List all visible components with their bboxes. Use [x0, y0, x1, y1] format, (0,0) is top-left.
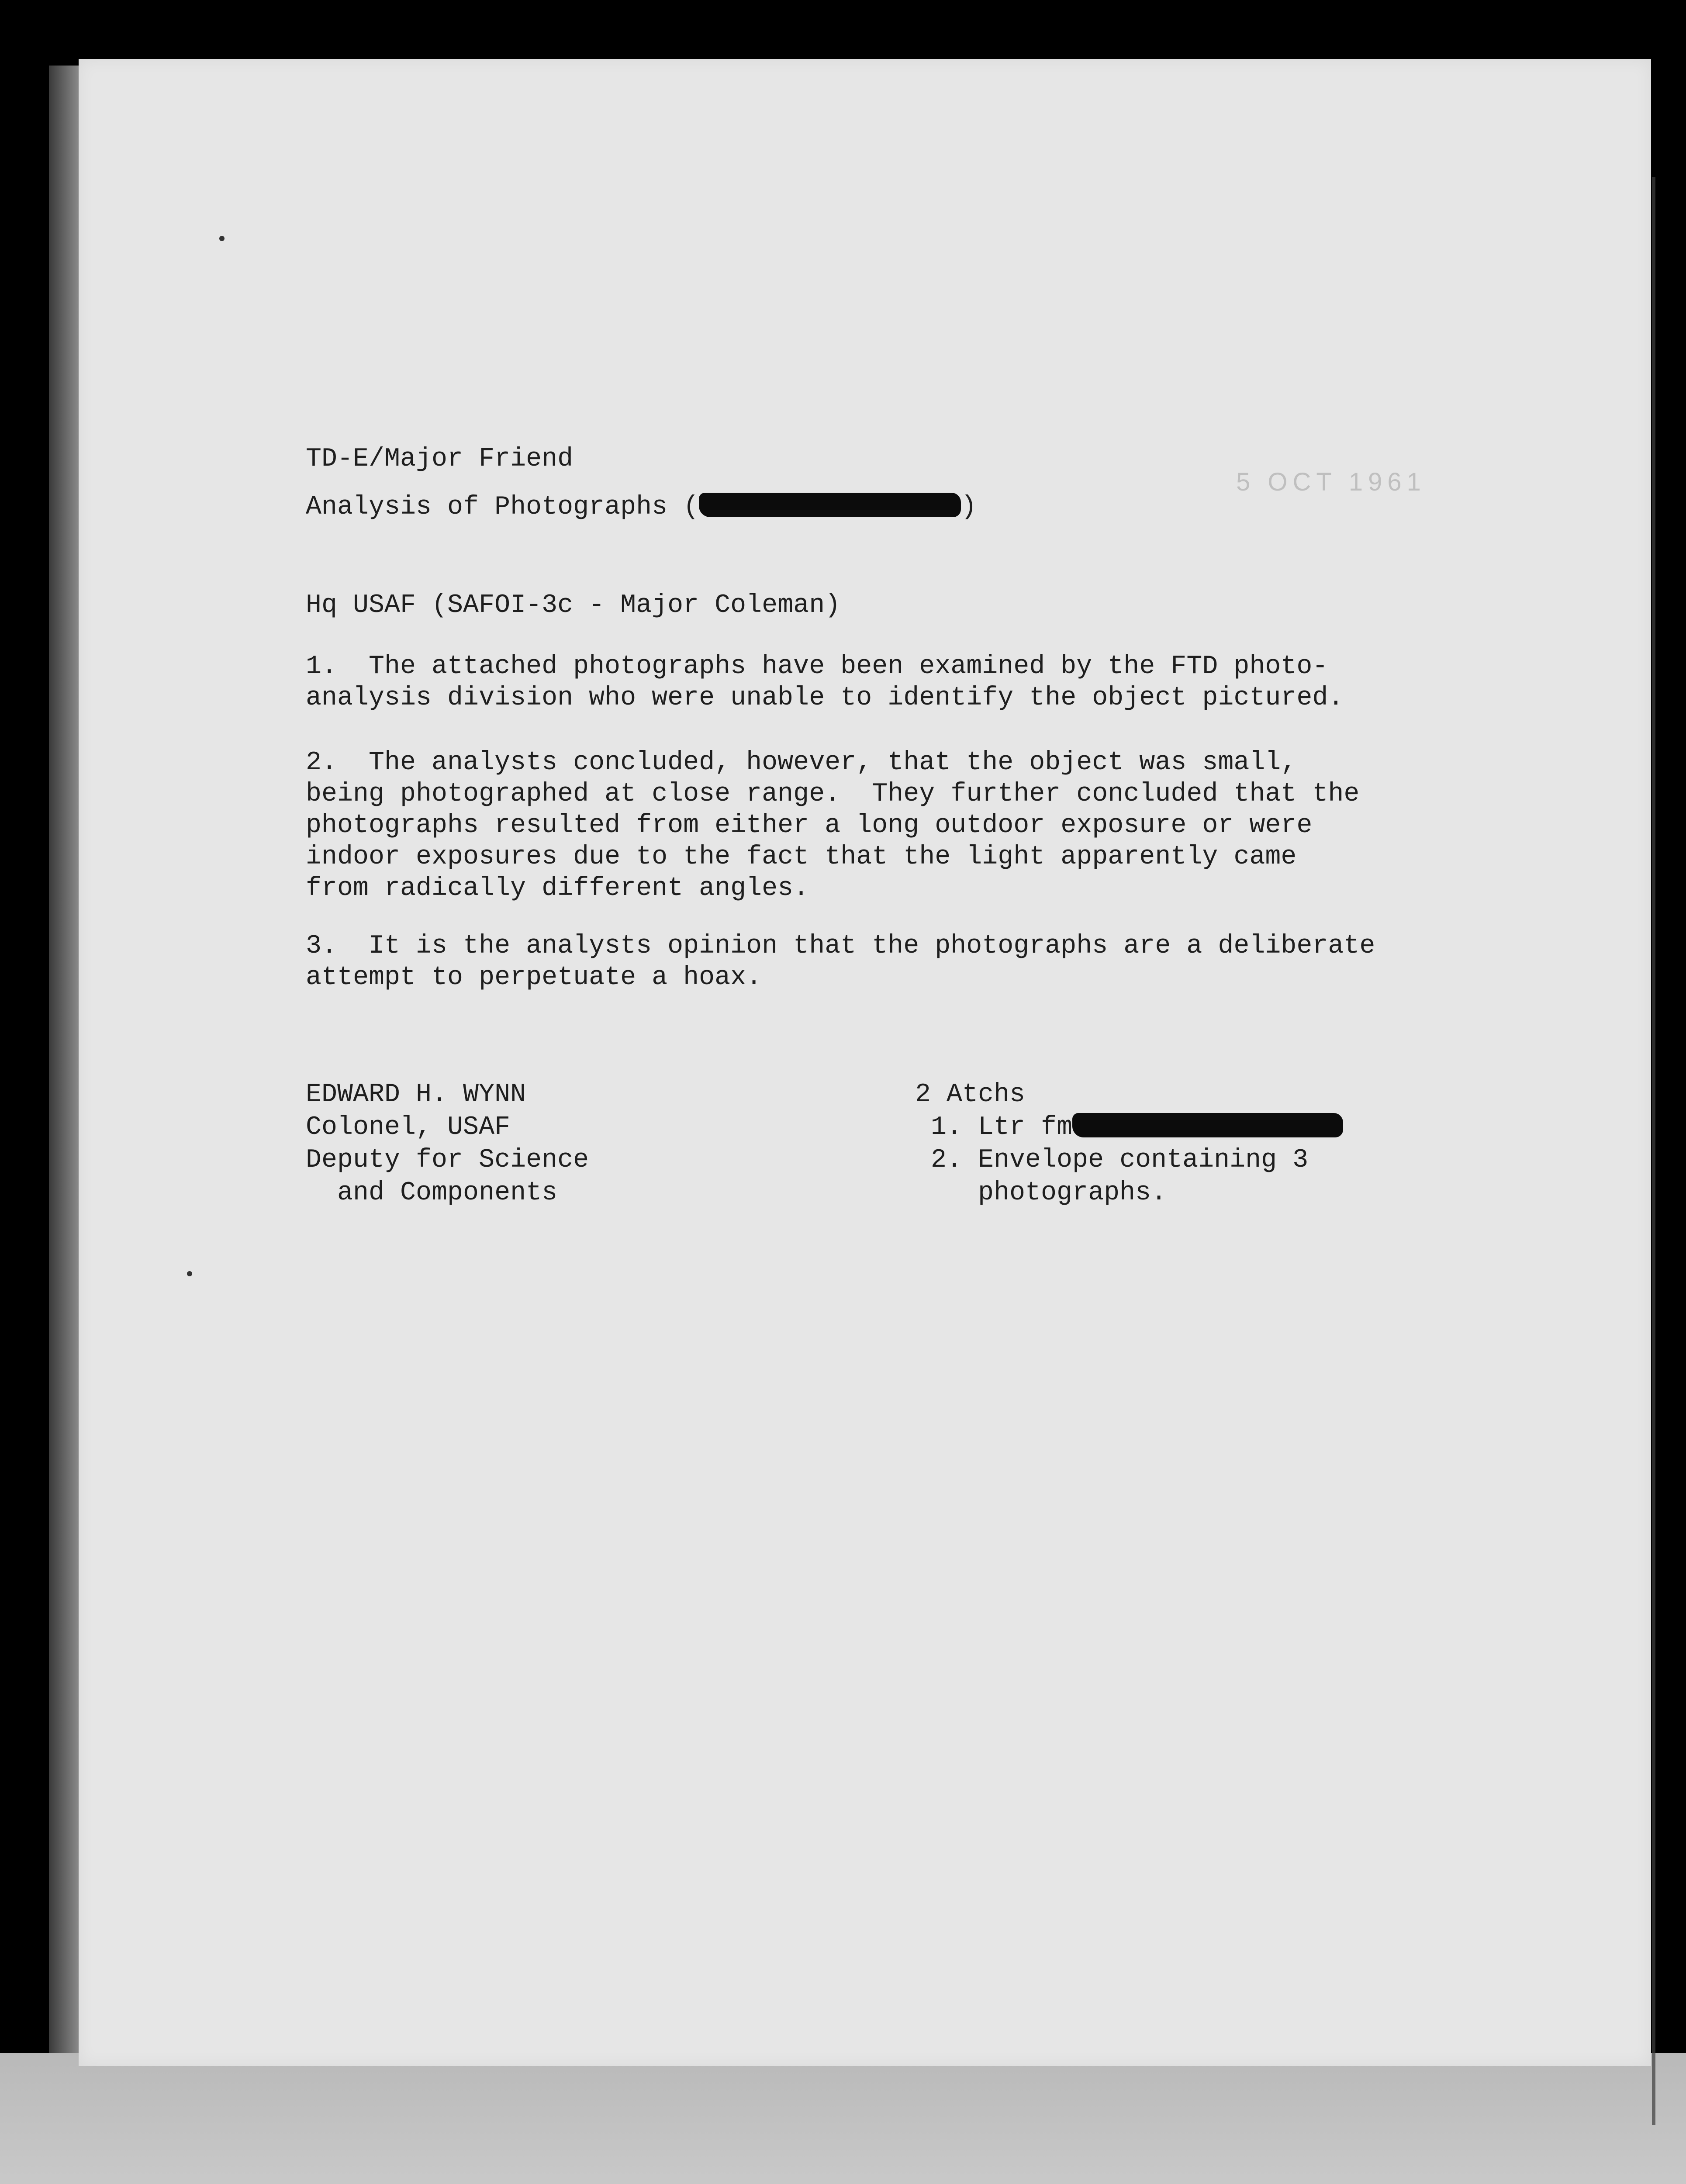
date-stamp: 5 OCT 1961 — [1236, 468, 1426, 496]
speck — [219, 236, 225, 241]
subject-line — [306, 491, 977, 523]
attachment-item-1 — [915, 1112, 1343, 1143]
paragraph-3: 3. It is the analysts opinion that the photographs are a deliberate attempt to perpetuate a hoax. — [306, 931, 1375, 992]
subject-suffix: ) — [961, 492, 977, 522]
attachments-header: 2 Atchs — [915, 1080, 1026, 1109]
signer-title-line-2: and Components — [306, 1178, 558, 1208]
signer-title-line-1: Deputy for Science — [306, 1145, 589, 1175]
signer-rank: Colonel, USAF — [306, 1113, 511, 1142]
speck — [187, 1271, 192, 1276]
subject-prefix: Analysis of Photographs ( — [306, 492, 699, 522]
signer-name: EDWARD H. WYNN — [306, 1080, 526, 1109]
attachment-item-2-cont: photographs. — [915, 1178, 1167, 1208]
page-left-edge — [49, 66, 79, 2075]
redaction-mark — [1072, 1113, 1343, 1137]
attachment-item-2: 2. Envelope containing 3 — [915, 1145, 1309, 1175]
memo-page — [79, 59, 1651, 2066]
page-fold-line — [1652, 177, 1655, 2125]
attachment-item-1-label: 1. Ltr fm — [915, 1113, 1073, 1142]
to-line: TD-E/Major Friend — [306, 444, 574, 474]
paragraph-2: 2. The analysts concluded, however, that the object was small, being photographed at close range. They further concluded that the photographs resulted from either a long outdoor exposure or were indoor exposures due to the fact that the light apparently came from radically different angles. — [306, 748, 1360, 903]
redaction-mark — [699, 493, 961, 517]
addressee-line: Hq USAF (SAFOI-3c - Major Coleman) — [306, 591, 841, 620]
paragraph-1: 1. The attached photographs have been examined by the FTD photo- analysis division who were unable to identify the object pictured. — [306, 652, 1344, 713]
backing-sheet — [0, 2053, 1686, 2184]
